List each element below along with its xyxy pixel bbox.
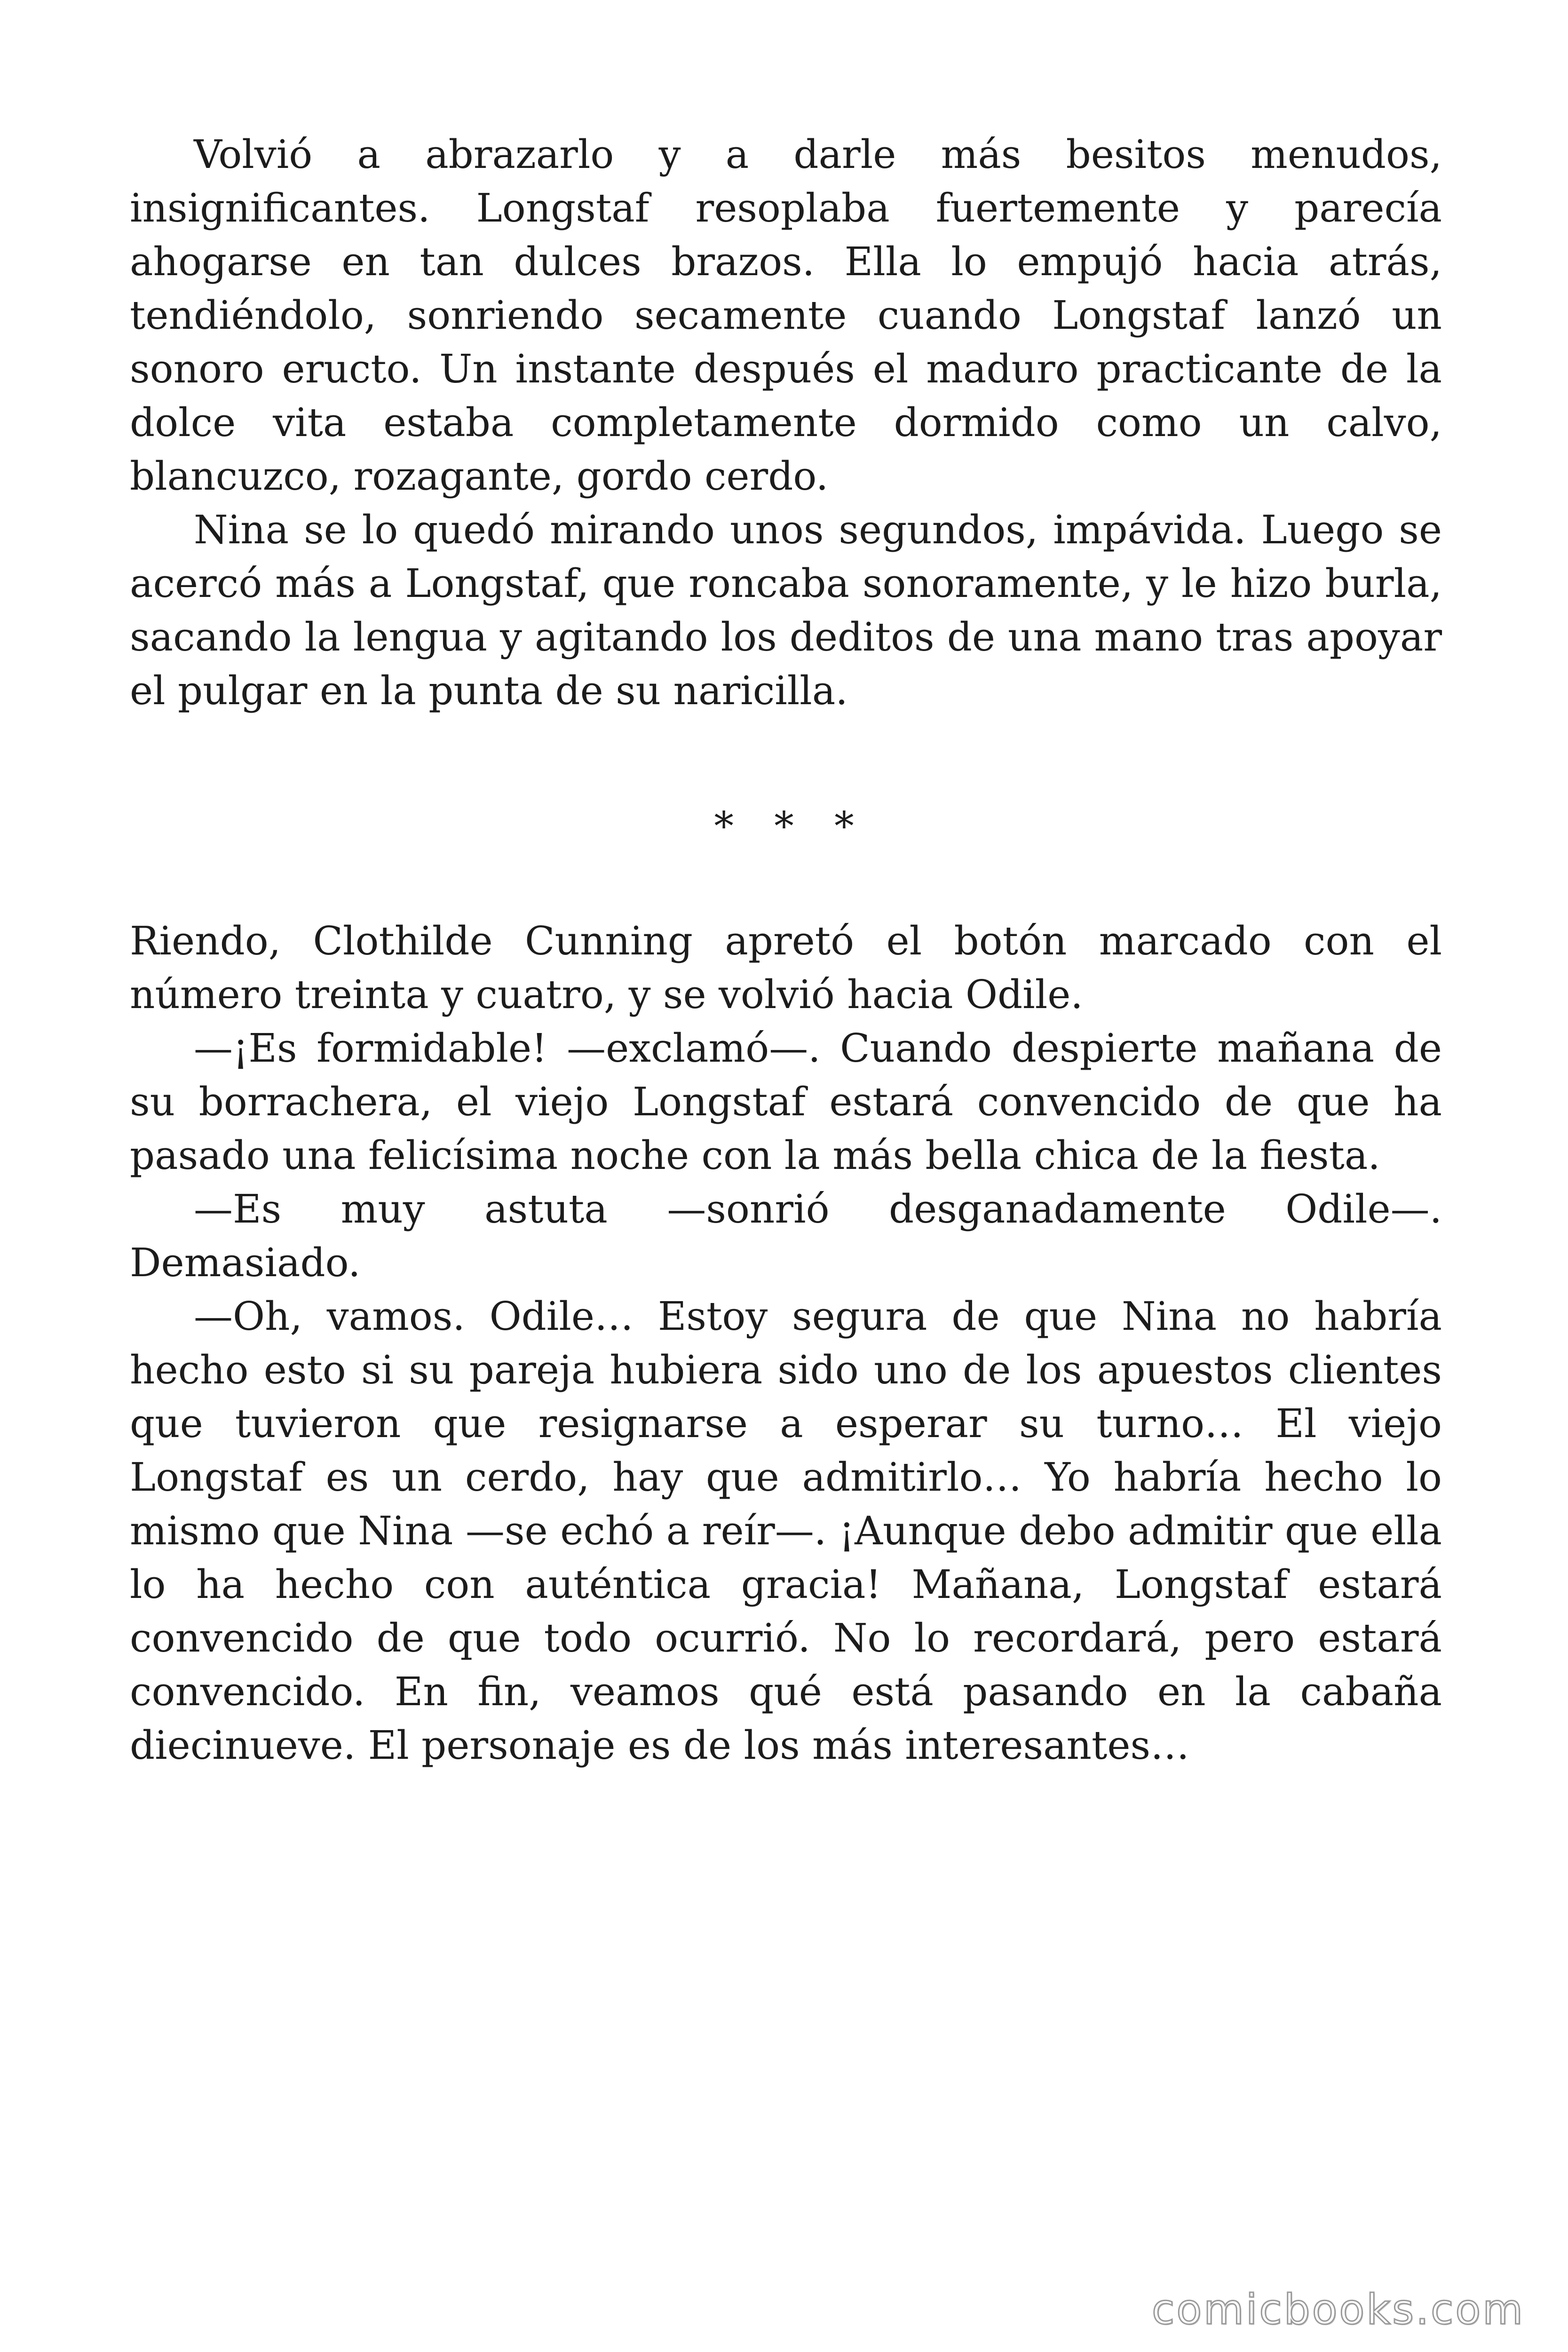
watermark-text: comicbooks.com bbox=[1151, 2285, 1525, 2334]
paragraph: Nina se lo quedó mirando unos segundos, impávida. Luego se acercó más a Longstaf, que roncaba sonoramente, y le hizo burla, sacando la lengua y agitando los deditos de una mano tras apoyar el pulgar en la punta de su naricilla. bbox=[130, 507, 1442, 714]
paragraph: Riendo, Clothilde Cunning apretó el botón marcado con el número treinta y cuatro, y se volvió hacia Odile. bbox=[130, 918, 1442, 1017]
dialogue-paragraph: —Es muy astuta —sonrió desganadamente Odile—. Demasiado. bbox=[130, 1186, 1442, 1286]
dialogue-paragraph: —Oh, vamos. Odile… Estoy segura de que Nina no habría hecho esto si su pareja hubiera sido uno de los apuestos clientes que tuvieron que resignarse a esperar su turno… El viejo Longstaf es un cerdo, hay que admitirlo… Yo habría hecho lo mismo que Nina —se echó a reír—. ¡Aunque debo admitir que ella lo ha hecho con auténtica gracia! Mañana, Longstaf estará convencido de que todo ocurrió. No lo recordará, pero estará convencido. En fin, veamos qué está pasando en la cabaña diecinueve. El personaje es de los más interesantes… bbox=[130, 1294, 1442, 1768]
scene-break-separator: * * * bbox=[714, 803, 868, 849]
text-block-bottom bbox=[130, 914, 1442, 1772]
text-block-top bbox=[130, 128, 1442, 718]
paragraph: Volvió a abrazarlo y a darle más besitos menudos, insignificantes. Longstaf resoplaba fuertemente y parecía ahogarse en tan dulces brazos. Ella lo empujó hacia atrás, tendiéndolo, sonriendo secamente cuando Longstaf lanzó un sonoro eructo. Un instante después el maduro practicante de la dolce vita estaba completamente dormido como un calvo, blancuzco, rozagante, gordo cerdo. bbox=[130, 132, 1442, 499]
dialogue-paragraph: —¡Es formidable! —exclamó—. Cuando despierte mañana de su borrachera, el viejo Longstaf estará convencido de que ha pasado una felicísima noche con la más bella chica de la fiesta. bbox=[130, 1025, 1442, 1178]
